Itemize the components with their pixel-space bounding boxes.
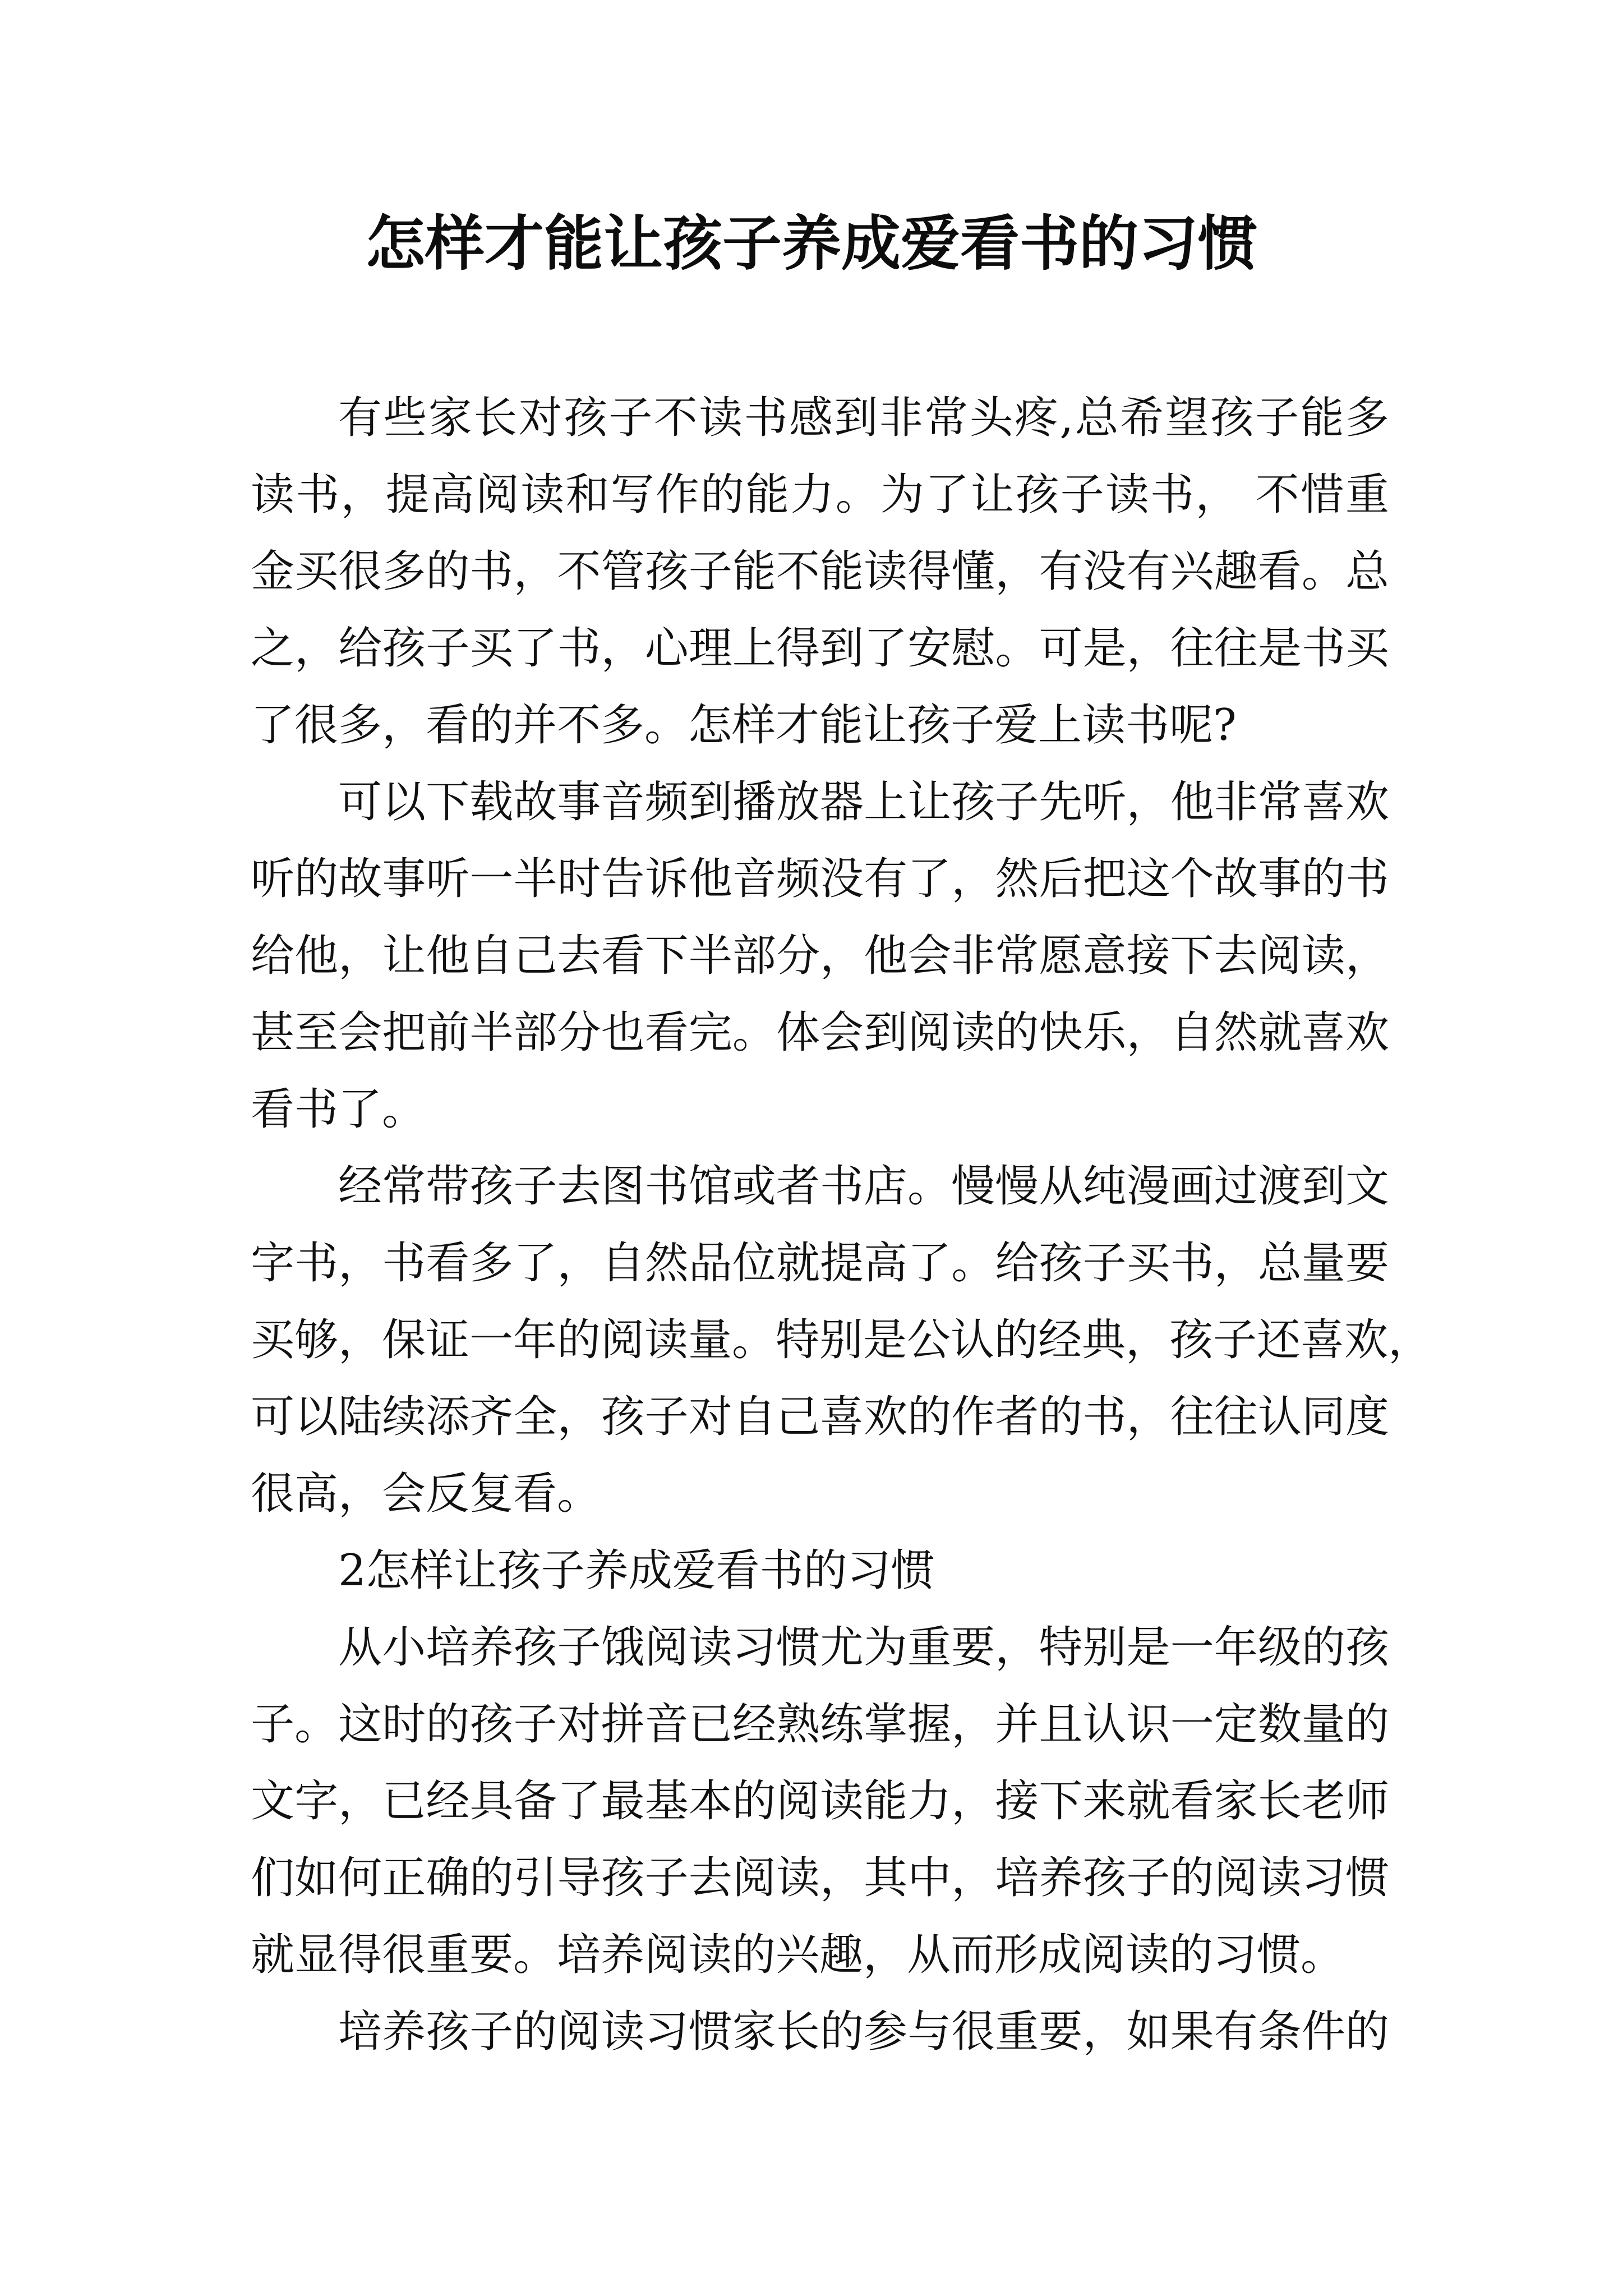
text-line: 可以下载故事音频到播放器上让孩子先听，他非常喜欢 (338, 777, 1389, 827)
text-line: 看书了。 (251, 1084, 426, 1135)
text-line: 给他，让他自己去看下半部分，他会非常愿意接下去阅读， (251, 931, 1389, 981)
document-body (251, 380, 1432, 2070)
text-line: 听的故事听一半时告诉他音频没有了，然后把这个故事的书 (251, 854, 1389, 904)
text-line: 很高，会反复看。 (251, 1469, 601, 1519)
paragraph-1 (251, 380, 1389, 764)
paragraph-5 (251, 1994, 1389, 2070)
text-line: 们如何正确的引导孩子去阅读，其中，培养孩子的阅读习惯 (251, 1853, 1389, 1903)
paragraph-3 (251, 1148, 1432, 1533)
text-line: 之，给孩子买了书，心理上得到了安慰。可是，往往是书买 (251, 623, 1389, 674)
text-line: 经常带孩子去图书馆或者书店。慢慢从纯漫画过渡到文 (338, 1161, 1389, 1212)
paragraph-4 (251, 1609, 1389, 1994)
text-line: 有些家长对孩子不读书感到非常头疼,总希望孩子能多 (338, 393, 1389, 443)
paragraph-2 (251, 764, 1389, 1148)
text-line: 从小培养孩子饿阅读习惯尤为重要，特别是一年级的孩 (338, 1622, 1389, 1673)
section-heading (251, 1533, 1389, 1609)
text-line: 金买很多的书，不管孩子能不能读得懂，有没有兴趣看。总 (251, 546, 1389, 597)
text-line: 可以陆续添齐全，孩子对自己喜欢的作者的书，往往认同度 (251, 1392, 1389, 1442)
text-line: 读书，提高阅读和写作的能力。为了让孩子读书， 不惜重 (251, 470, 1389, 520)
text-line: 子。这时的孩子对拼音已经熟练掌握，并且认识一定数量的 (251, 1699, 1389, 1750)
text-line: 培养孩子的阅读习惯家长的参与很重要，如果有条件的 (338, 2007, 1389, 2057)
section-heading-text: 2怎样让孩子养成爱看书的习惯 (338, 1545, 935, 1596)
text-line: 字书，书看多了，自然品位就提高了。给孩子买书，总量要 (251, 1238, 1389, 1289)
text-line: 了很多，看的并不多。怎样才能让孩子爱上读书呢? (251, 700, 1237, 751)
text-line: 文字，已经具备了最基本的阅读能力，接下来就看家长老师 (251, 1776, 1389, 1826)
text-line: 甚至会把前半部分也看完。体会到阅读的快乐，自然就喜欢 (251, 1007, 1389, 1058)
text-line: 买够，保证一年的阅读量。特别是公认的经典，孩子还喜欢， (251, 1315, 1432, 1365)
document-title: 怎样才能让孩子养成爱看书的习惯 (366, 208, 1257, 278)
text-line: 就显得很重要。培养阅读的兴趣，从而形成阅读的习惯。 (251, 1930, 1345, 1980)
